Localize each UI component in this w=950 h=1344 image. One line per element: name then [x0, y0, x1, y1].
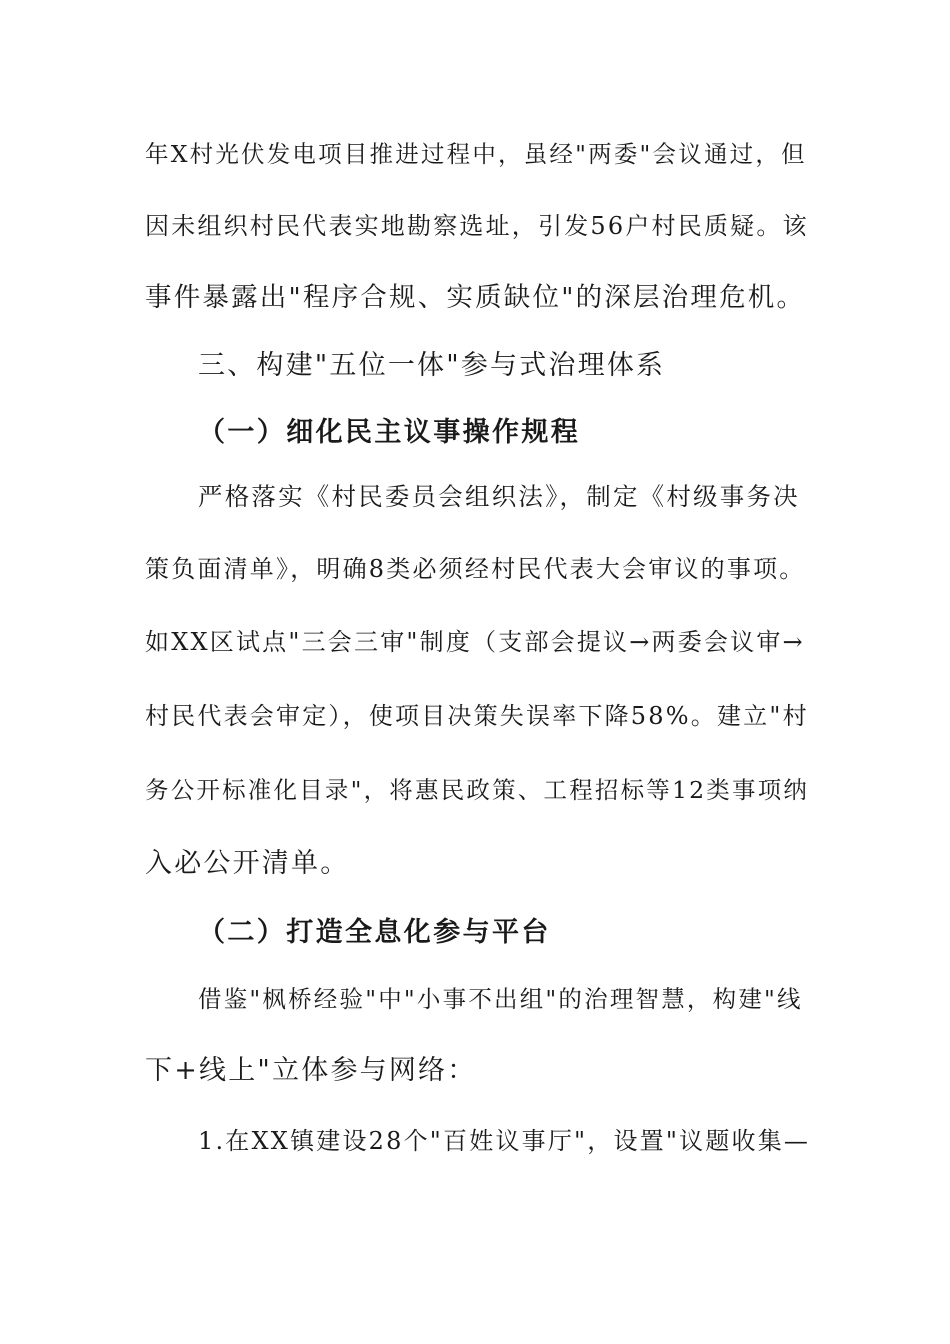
body-text-line: 因未组织村民代表实地勘察选址，引发56户村民质疑。该: [145, 212, 809, 240]
body-text-line: 事件暴露出"程序合规、实质缺位"的深层治理危机。: [145, 282, 806, 313]
body-text-line: 如XX区试点"三会三审"制度（支部会提议→两委会议审→: [145, 628, 805, 656]
body-text-line: 年X村光伏发电项目推进过程中，虽经"两委"会议通过，但: [145, 140, 807, 168]
body-text-line: 务公开标准化目录"，将惠民政策、工程招标等12类事项纳: [145, 776, 810, 804]
body-text-line: 下+线上"立体参与网络：: [145, 1055, 477, 1086]
body-text-line: 入必公开清单。: [145, 848, 350, 879]
body-text-line: 严格落实《村民委员会组织法》，制定《村级事务决: [198, 482, 800, 511]
body-text-line: 策负面清单》，明确8类必须经村民代表大会审议的事项。: [145, 555, 806, 583]
subsection-heading: （二）打造全息化参与平台: [198, 917, 551, 948]
body-text-line: 村民代表会审定），使项目决策失误率下降58%。建立"村: [145, 702, 809, 730]
list-item-text: 1.在XX镇建设28个"百姓议事厅"，设置"议题收集—: [198, 1127, 811, 1155]
subsection-heading: （一）细化民主议事操作规程: [198, 417, 581, 448]
body-text-line: 借鉴"枫桥经验"中"小事不出组"的治理智慧，构建"线: [198, 985, 803, 1013]
section-heading: 三、构建"五位一体"参与式治理体系: [198, 350, 666, 381]
